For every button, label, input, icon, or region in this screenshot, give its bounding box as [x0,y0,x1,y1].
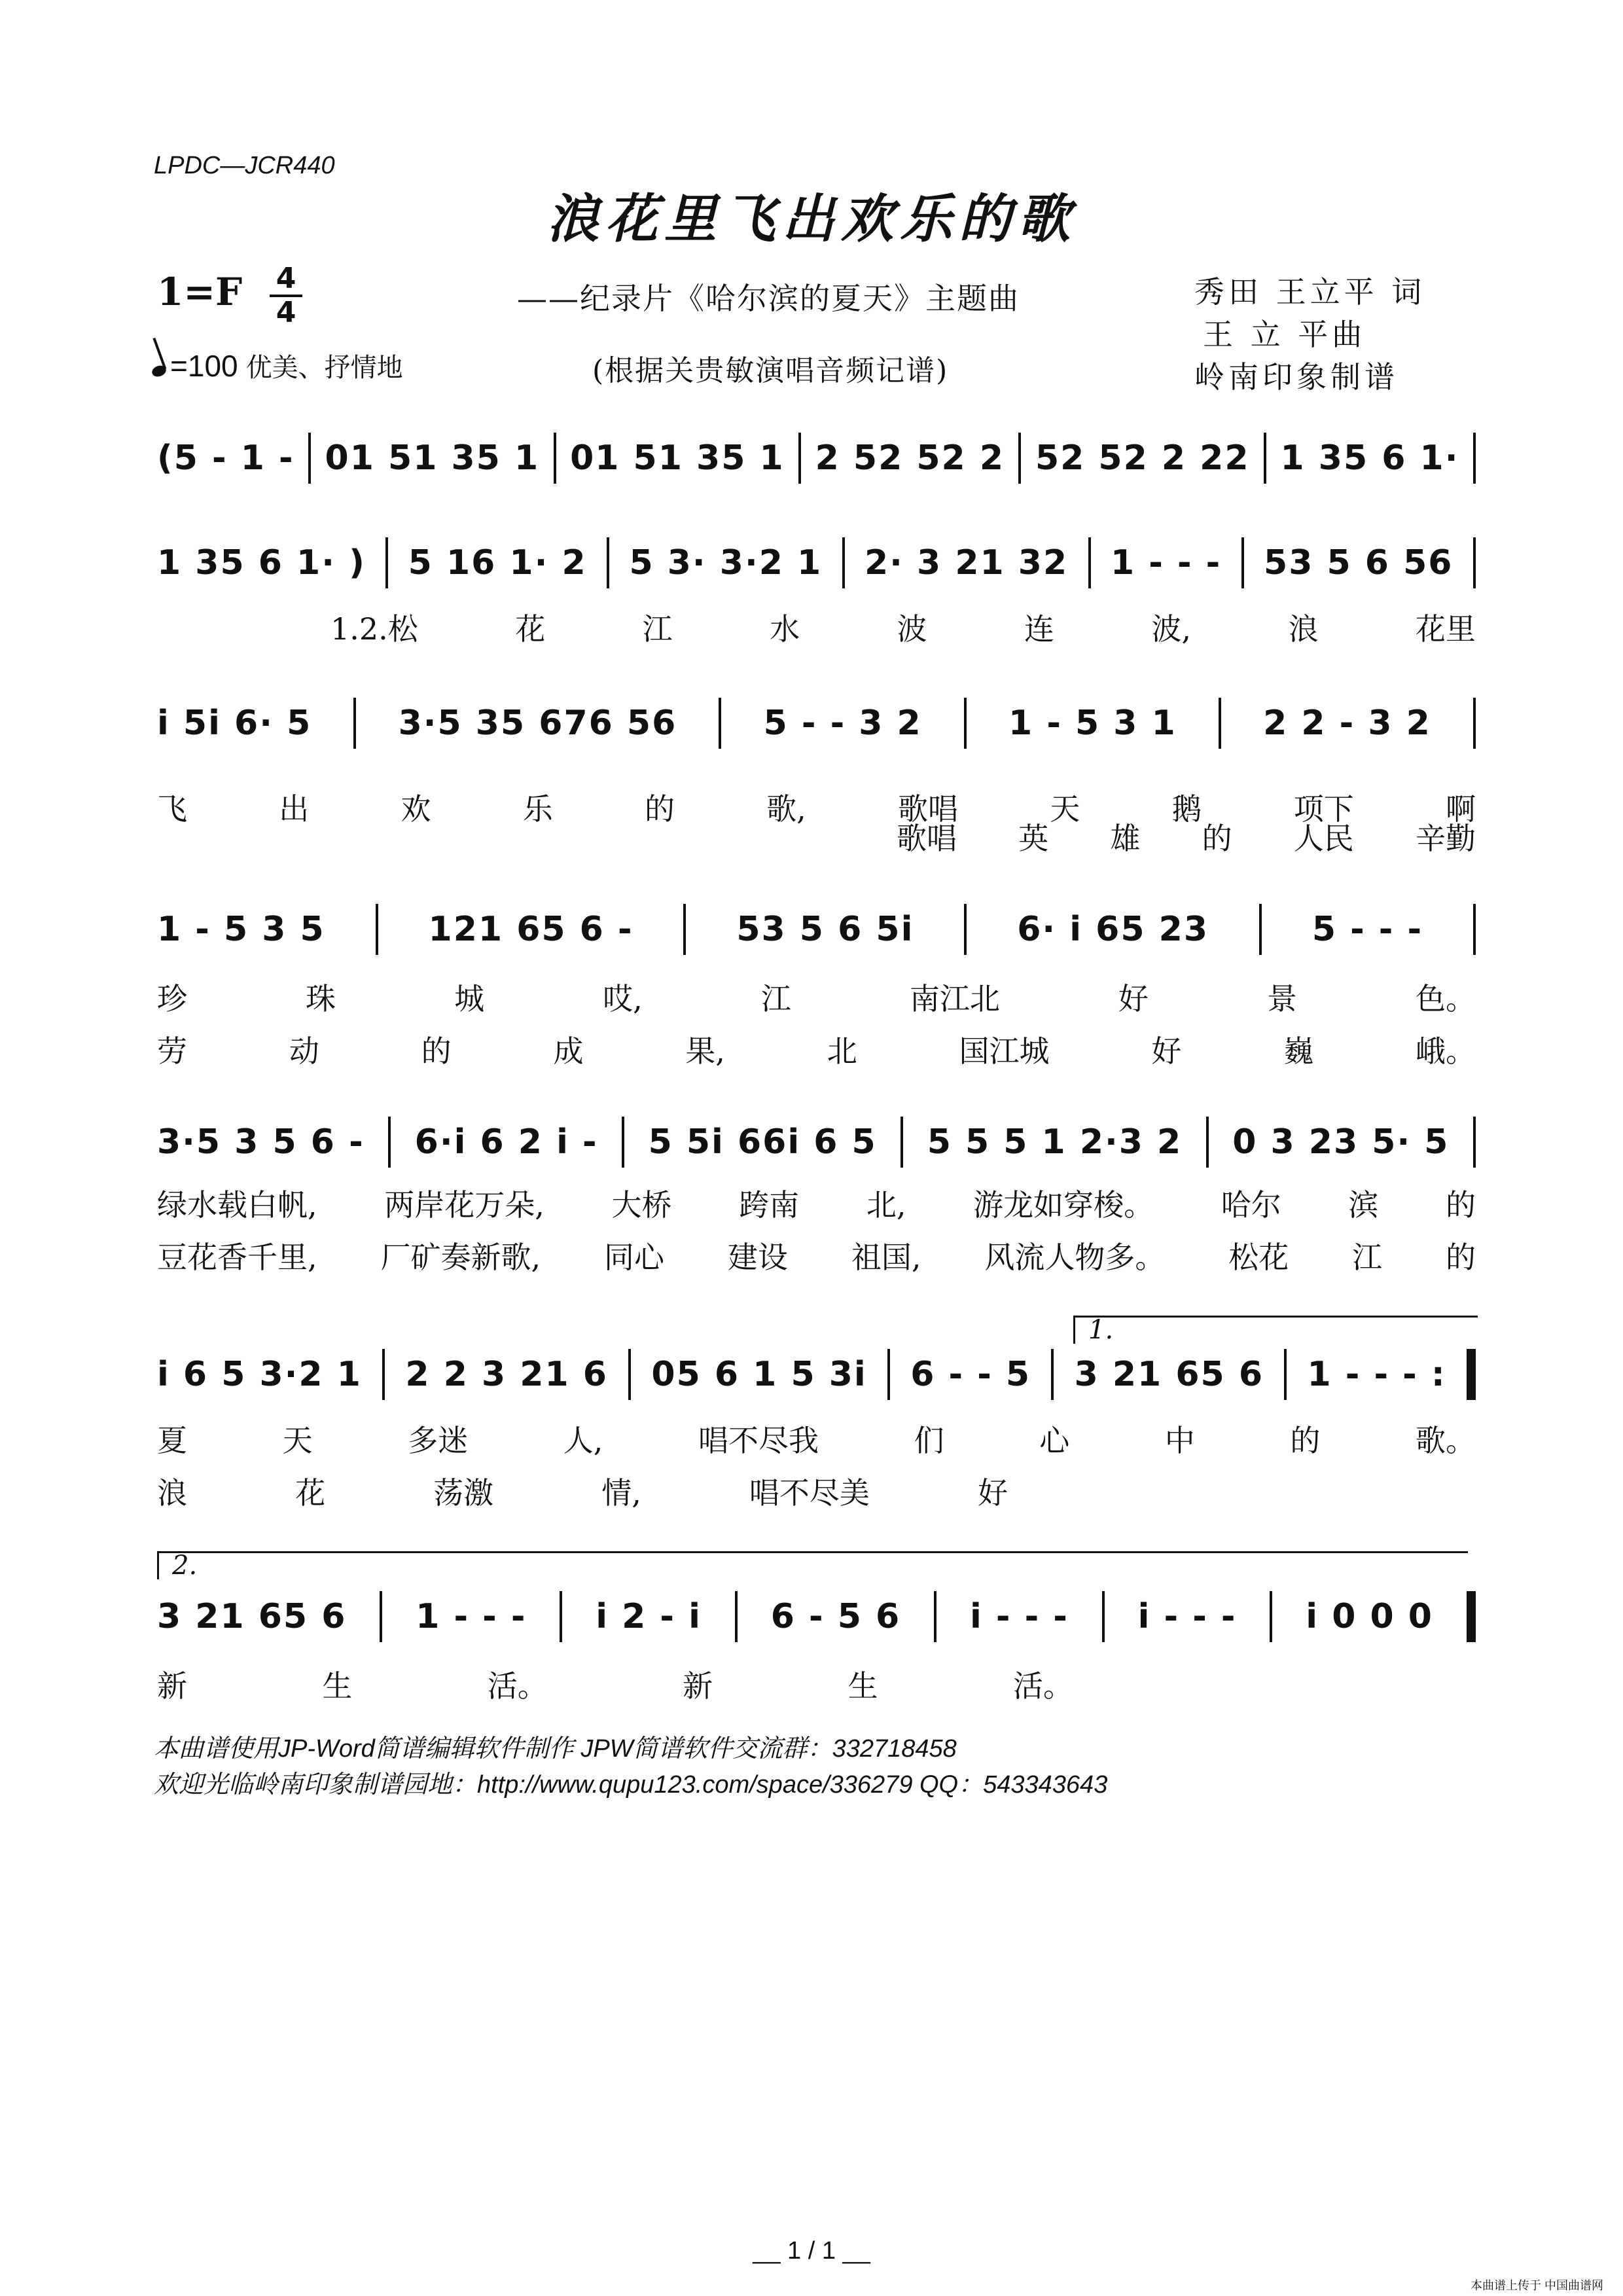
lyric-syllable: 的 [1290,1423,1321,1458]
lyric-syllable: 心 [1039,1423,1070,1458]
lyric-syllable: 歌唱 [897,821,957,856]
lyric-syllable: 的 [421,1033,452,1069]
measure-notes: 5 16 1· 2 [408,543,587,583]
measure-notes: 2 2 3 21 6 [405,1355,608,1394]
bar-line [1284,1349,1287,1400]
lyric-syllable: 情, [601,1475,641,1511]
bar-line [1206,1117,1209,1168]
bar-line [1241,537,1244,588]
lyric-syllable: 项下 [1293,791,1354,827]
notes-line-4 [157,906,1476,952]
lyric-syllable: 中 [1164,1423,1195,1458]
score-line-6 [157,1315,1476,1522]
lyric-syllable: 哈尔 [1221,1187,1281,1223]
lyric-syllable: 豆花香千里, [157,1240,317,1275]
bar-line [934,1591,936,1642]
lyric-syllable: 动 [289,1033,319,1069]
measure-notes: 53 5 6 56 [1264,543,1454,583]
bar-line [385,537,388,588]
measure-notes: 52 52 2 22 [1035,439,1250,478]
score-line-4 [157,906,1476,1069]
bar-line [1270,1591,1272,1642]
measure-notes: 1 - - - : [1307,1355,1446,1394]
lyric-syllable: 同心 [604,1240,665,1275]
subtitle: ——纪录片《哈尔滨的夏天》主题曲 [517,281,1020,316]
bar-line [1259,904,1262,955]
lyric-syllable: 们 [914,1423,944,1458]
measure-notes: 1 35 6 1· [1280,439,1459,478]
key-signature: 1=F [157,270,243,314]
lyric-syllable: 生 [847,1668,878,1704]
lyric-syllable: 英 [1018,821,1049,856]
lyric-syllable: 1.2.松 [330,611,418,647]
bar-line [607,537,609,588]
measure-notes: 6 - - 5 [910,1355,1031,1394]
bar-line [1473,537,1476,588]
measure-notes: i - - - [1137,1597,1237,1636]
measure-notes: 2 2 - 3 2 [1263,704,1431,743]
lyric-syllable: 江 [1352,1240,1383,1275]
measure-notes: 6 - 5 6 [770,1597,901,1636]
time-top: 4 [276,262,296,295]
lyric-syllable: 花 [515,611,546,647]
lyric-syllable: 荡激 [433,1475,494,1511]
measure-notes: 3·5 3 5 6 - [157,1122,365,1162]
lyrics-line-4 [157,975,1476,1018]
page-number: __ 1 / 1 __ [753,2237,870,2265]
lyric-syllable: 新 [683,1668,713,1704]
lyric-syllable: 珍 [157,981,187,1016]
measure-notes: 5 - - - [1311,910,1423,949]
lyric-syllable: 人, [563,1423,603,1458]
lyrics-line-5 [157,1181,1476,1225]
lyric-syllable: 哎, [603,981,643,1016]
measure-notes: 121 65 6 - [428,910,633,949]
score-line-2 [157,540,1476,658]
volta-label-2: 2. [172,1551,198,1581]
bar-line [308,433,311,484]
lyric-syllable: 两岸花万朵, [384,1187,544,1223]
measure-notes: 1 - - - [1110,543,1222,583]
lyric-syllable: 的 [1202,821,1232,856]
bar-line [1102,1591,1105,1642]
measure-notes: 53 5 6 5i [736,910,914,949]
lyrics-line-6 [157,1417,1476,1460]
lyric-syllable: 景 [1266,981,1297,1016]
notes-line-2 [157,540,1476,586]
time-bottom: 4 [276,296,296,329]
measure-notes: i 6 5 3·2 1 [157,1355,362,1394]
lyric-syllable: 波, [1151,611,1192,647]
lyric-syllable: 生 [322,1668,353,1704]
measure-notes: 5 5i 66i 6 5 [648,1122,877,1162]
lyric-syllable: 浪 [1288,611,1319,647]
lyric-syllable: 江 [642,611,673,647]
bar-line [964,904,967,955]
tempo-marking [152,347,403,384]
lyric-syllable: 北 [827,1033,857,1069]
lyric-syllable: 唱不尽美 [749,1475,870,1511]
volta-second-ending [157,1551,1468,1579]
lyric-syllable: 天 [1050,791,1080,827]
lyric-syllable: 的 [1446,1187,1476,1223]
lyric-syllable: 国江城 [959,1033,1050,1069]
lyric-syllable: 花 [295,1475,326,1511]
lyric-syllable: 人民 [1293,821,1354,856]
bar-line [1088,537,1091,588]
bar-line [388,1117,391,1168]
notes-line-5 [157,1119,1476,1165]
bar-line [376,904,378,955]
upload-watermark: 本曲谱上传于 中国曲谱网 [1471,2279,1603,2292]
lyric-syllable: 波 [897,611,927,647]
bar-line [628,1349,631,1400]
lyric-syllable: 雄 [1110,821,1141,856]
lyric-syllable: 峨。 [1415,1033,1476,1069]
lyric-syllable: 唱不尽我 [698,1423,819,1458]
lyric-syllable: 花里 [1415,611,1476,647]
lyrics-line-5b [157,1234,1476,1277]
lyric-syllable: 出 [279,791,310,827]
bar-line [683,904,686,955]
measure-notes: 5 - - 3 2 [763,704,922,743]
lyric-syllable: 鹅 [1171,791,1202,827]
lyricist-credit: 秀田 王立平 词 [1194,274,1426,310]
measure-notes: 6· i 65 23 [1017,910,1209,949]
lyrics-line-4b [157,1028,1476,1071]
page-title: 浪花里飞出欢乐的歌 [546,188,1077,249]
lyric-syllable: 北, [866,1187,906,1223]
measure-notes: 05 6 1 5 3i [651,1355,867,1394]
lyric-syllable: 歌唱 [898,791,959,827]
lyric-syllable: 歌, [766,791,806,827]
volta-label-1: 1. [1088,1315,1114,1345]
lyric-syllable: 好 [977,1475,1008,1511]
measure-notes: (5 - 1 - [157,439,294,478]
lyric-syllable: 的 [644,791,675,827]
measure-notes: 2· 3 21 32 [865,543,1069,583]
lyric-syllable: 好 [1118,981,1149,1016]
lyric-syllable: 巍 [1283,1033,1314,1069]
lyric-syllable: 歌。 [1415,1423,1476,1458]
lyric-syllable: 水 [770,611,800,647]
footer-line-1: 本曲谱使用JP-Word简谱编辑软件制作 JPW简谱软件交流群：332718458 [154,1735,957,1763]
measure-notes: 1 - 5 3 1 [1008,704,1177,743]
lyric-syllable: 大桥 [611,1187,672,1223]
measure-notes: 5 3· 3·2 1 [629,543,823,583]
lyric-syllable: 游龙如穿梭。 [973,1187,1154,1223]
lyrics-line-6b [157,1469,1008,1513]
notes-line-3 [157,700,1476,746]
lyric-syllable: 欢 [401,791,431,827]
bar-line [1051,1349,1054,1400]
measure-notes: i 0 0 0 [1306,1597,1433,1636]
lyric-syllable: 新 [157,1668,187,1704]
lyric-syllable: 夏 [157,1423,187,1458]
lyric-syllable: 城 [454,981,485,1016]
lyric-syllable: 连 [1024,611,1054,647]
bar-line [887,1349,890,1400]
lyric-syllable: 劳 [157,1033,187,1069]
measure-notes: 1 - 5 3 5 [157,910,325,949]
bar-line [964,698,967,749]
bar-line [560,1591,562,1642]
tempo-description: 优美、抒情地 [245,353,403,383]
lyric-syllable: 绿水载白帆, [157,1187,317,1223]
lyric-syllable: 多迷 [408,1423,469,1458]
measure-notes: 5 5 5 1 2·3 2 [927,1122,1183,1162]
score-line-5 [157,1119,1476,1276]
lyric-syllable: 祖国, [851,1240,921,1275]
lyric-syllable: 南江北 [909,981,1000,1016]
bar-line [901,1117,903,1168]
lyric-syllable: 的 [1446,1240,1476,1275]
bar-line [798,433,801,484]
measure-notes: 01 51 35 1 [570,439,785,478]
bar-line [1264,433,1266,484]
lyric-syllable: 风流人物多。 [984,1240,1166,1275]
tempo-value: =100 [170,349,238,383]
score-code: LPDC—JCR440 [154,152,335,179]
bar-line [1219,698,1221,749]
lyric-syllable: 松花 [1228,1240,1289,1275]
lyric-syllable: 浪 [157,1475,187,1511]
measure-notes: 1 - - - [416,1597,527,1636]
measure-notes: i 5i 6· 5 [157,704,312,743]
composer-credit: 王 立 平曲 [1203,317,1366,352]
lyric-syllable: 色。 [1416,981,1476,1016]
measure-notes: 1 35 6 1· ) [157,543,366,583]
bar-line [554,433,556,484]
measure-notes: 3 21 65 6 [1074,1355,1264,1394]
bar-line [382,1349,385,1400]
lyrics-line-2 [157,605,1476,649]
lyrics-line-3b [157,815,1476,858]
lyric-syllable: 成 [553,1033,584,1069]
bar-line [1473,433,1476,484]
bar-line [1018,433,1021,484]
measure-notes: 2 52 52 2 [815,439,1005,478]
bar-line [735,1591,738,1642]
measure-notes: 01 51 35 1 [325,439,540,478]
lyric-syllable: 天 [282,1423,313,1458]
bar-line [1473,904,1476,955]
bar-line [719,698,721,749]
score-line-7 [157,1551,1476,1712]
lyric-syllable: 滨 [1348,1187,1379,1223]
lyric-syllable: 跨南 [739,1187,800,1223]
lyric-syllable: 啊 [1445,791,1476,827]
notes-line-6 [157,1352,1476,1397]
notes-line-1 [157,435,1476,481]
final-bar-line [1467,1591,1476,1642]
lyric-syllable: 珠 [306,981,336,1016]
bar-line [1473,1117,1476,1168]
bar-line [1473,698,1476,749]
score-line-1 [157,435,1476,494]
lyric-syllable: 辛勤 [1415,821,1476,856]
bar-line [842,537,845,588]
lyric-syllable: 活。 [1012,1668,1073,1704]
lyric-syllable: 建设 [727,1240,788,1275]
measure-notes: 6·i 6 2 i - [414,1122,598,1162]
final-bar-line [1467,1349,1476,1400]
source-note: (根据关贵敏演唱音频记谱) [592,354,949,387]
measure-notes: 3·5 35 676 56 [398,704,677,743]
volta-first-ending [1073,1316,1478,1344]
footer-line-2: 欢迎光临岭南印象制谱园地：http://www.qupu123.com/space/336279 QQ：543343643 [154,1771,1108,1799]
bar-line [353,698,356,749]
lyric-syllable: 果, [685,1033,725,1069]
bar-line [380,1591,382,1642]
measure-notes: 0 3 23 5· 5 [1232,1122,1450,1162]
lyrics-line-7 [157,1662,1073,1706]
time-signature [270,264,302,327]
bar-line [622,1117,624,1168]
lyric-syllable: 飞 [157,791,187,827]
measure-notes: 3 21 65 6 [157,1597,347,1636]
score-line-3 [157,700,1476,857]
lyric-syllable: 乐 [522,791,553,827]
notes-line-7 [157,1594,1476,1640]
quarter-note-icon [151,364,168,379]
lyric-syllable: 厂矿奏新歌, [380,1240,541,1275]
lyric-syllable: 好 [1151,1033,1182,1069]
measure-notes: i 2 - i [596,1597,702,1636]
measure-notes: i - - - [969,1597,1069,1636]
lyric-syllable: 江 [760,981,791,1016]
lyric-syllable: 活。 [487,1668,548,1704]
transcriber-credit: 岭南印象制谱 [1194,359,1399,395]
